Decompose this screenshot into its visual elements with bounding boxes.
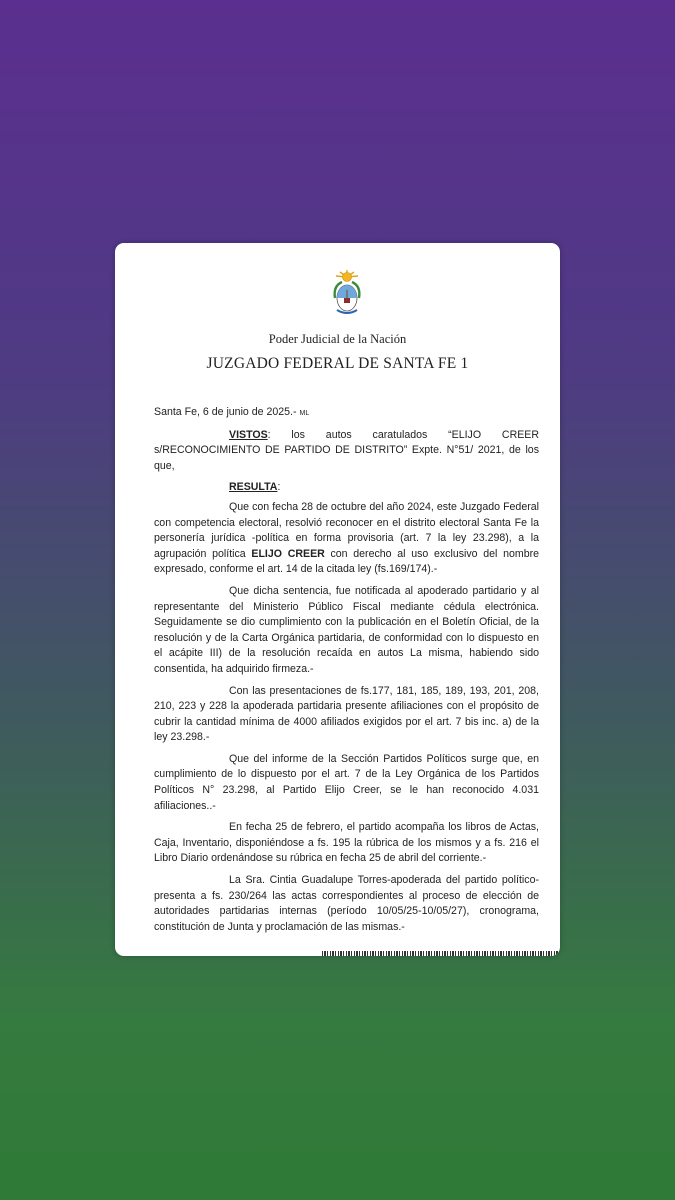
organization-name: Poder Judicial de la Nación	[268, 332, 407, 346]
resulta-label: RESULTA	[229, 481, 278, 494]
paragraph-2: Que dicha sentencia, fue notificada al apoderado partidario y al representante del Ministerio Público Fiscal mediante cédula electrónica. Seguidamente se dio cumplimiento con la publicación en el Boletín Oficial, de la resolución y de la Carta Orgánica partidaria, de conformidad con lo dispuesto en el acápite III) de la resolución recaída en autos La misma, habiendo sido consentida, ha adquirido firmeza.-	[154, 584, 539, 675]
paragraph-1	[154, 500, 539, 578]
document-card	[115, 243, 560, 956]
date-text: Santa Fe, 6 de junio de 2025.-	[154, 406, 297, 418]
resulta-colon: :	[277, 481, 281, 494]
vistos-label: VISTOS	[229, 428, 268, 441]
paragraph-5: En fecha 25 de febrero, el partido acompaña los libros de Actas, Caja, Inventario, disponiéndose a fs. 195 la rúbrica de los mismos y a fs. 216 el Libro Diario ordenándose su rúbrica en fecha 25 de abril del corriente.-	[154, 821, 539, 865]
initials: ML	[299, 410, 310, 417]
resulta-heading	[154, 480, 539, 496]
paragraph-6: La Sra. Cintia Guadalupe Torres-apoderada del partido político-presenta a fs. 230/264 las actas correspondientes al proceso de elección de autoridades partidarias internas (período 10/05/25-10/05/27), cronograma, constitución de Junta y proclamación de las mismas.-	[154, 874, 539, 933]
document-body	[154, 405, 539, 941]
vistos-paragraph	[154, 428, 539, 475]
barcode-strip	[322, 951, 560, 956]
paragraph-1-text-a: Que con fecha 28 de octubre del año 2024, este Juzgado Federal con competencia electoral, resolvió reconocer en el distrito electoral Santa Fe la personería jurídica -política en forma provisoria (art. 7 la ley 23.298), a la agrupación política	[154, 500, 539, 560]
document-date	[154, 405, 539, 422]
paragraph-1-text-b: con derecho al uso exclusivo del nombre expresado, conforme el art. 14 de la citada ley (fs.169/174).-	[154, 547, 540, 576]
court-title: JUZGADO FEDERAL DE SANTA FE 1	[206, 355, 469, 372]
paragraph-3: Con las presentaciones de fs.177, 181, 185, 189, 193, 201, 208, 210, 223 y 228 la apoderada partidaria presente afiliaciones con el propósito de cubrir la cantidad mínima de 4000 afiliados exigidos por el art. 7 bis inc. a) de la ley 23.298.-	[154, 684, 539, 744]
party-name-bold: ELIJO CREER	[251, 547, 325, 560]
paragraph-4: Que del informe de la Sección Partidos Políticos surge que, en cumplimiento de lo dispuesto por el art. 7 de la Ley Orgánica de los Partidos Políticos N° 23.298, al Partido Elijo Creer, se le han reconocido 4.031 afiliaciones..-	[154, 752, 539, 812]
vistos-text: : los autos caratulados “ELIJO CREER s/RECONOCIMIENTO DE PARTIDO DE DISTRITO” Expte. N°51/ 2021, de los que,	[154, 428, 539, 472]
argentina-coat-of-arms-icon	[329, 268, 365, 318]
